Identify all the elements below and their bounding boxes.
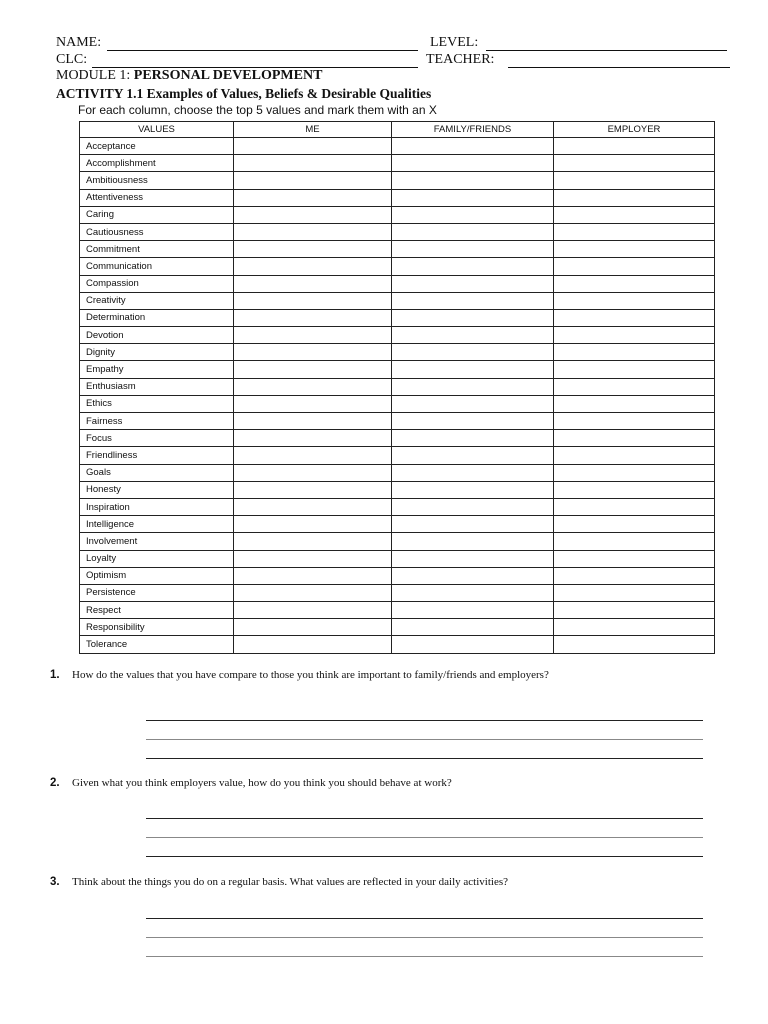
mark-cell-me[interactable] <box>234 395 392 412</box>
value-name-cell: Responsibility <box>80 619 234 636</box>
mark-cell-employer[interactable] <box>554 413 715 430</box>
question-number: 1. <box>50 669 60 681</box>
value-name-cell: Ethics <box>80 395 234 412</box>
value-name-cell: Respect <box>80 602 234 619</box>
table-row <box>80 138 715 155</box>
value-name-cell: Intelligence <box>80 516 234 533</box>
mark-cell-family-friends[interactable] <box>392 172 554 189</box>
activity-instruction: For each column, choose the top 5 values and mark them with an X <box>78 103 437 117</box>
mark-cell-employer[interactable] <box>554 155 715 172</box>
table-row <box>80 344 715 361</box>
mark-cell-me[interactable] <box>234 619 392 636</box>
question-2 <box>50 777 452 789</box>
mark-cell-employer[interactable] <box>554 395 715 412</box>
clc-label: CLC: <box>56 52 88 67</box>
answer-line[interactable] <box>146 837 703 838</box>
mark-cell-me[interactable] <box>234 430 392 447</box>
table-body <box>80 138 715 654</box>
mark-cell-family-friends[interactable] <box>392 395 554 412</box>
table-row <box>80 464 715 481</box>
mark-cell-me[interactable] <box>234 189 392 206</box>
table-row <box>80 602 715 619</box>
value-name-cell: Creativity <box>80 292 234 309</box>
table-row <box>80 636 715 653</box>
mark-cell-employer[interactable] <box>554 430 715 447</box>
mark-cell-me[interactable] <box>234 241 392 258</box>
mark-cell-family-friends[interactable] <box>392 275 554 292</box>
table-row <box>80 395 715 412</box>
mark-cell-employer[interactable] <box>554 275 715 292</box>
mark-cell-family-friends[interactable] <box>392 464 554 481</box>
column-header-family-friends: FAMILY/FRIENDS <box>392 122 554 138</box>
table-row <box>80 550 715 567</box>
value-name-cell: Empathy <box>80 361 234 378</box>
mark-cell-me[interactable] <box>234 498 392 515</box>
table-row <box>80 481 715 498</box>
table-row <box>80 206 715 223</box>
table-row <box>80 361 715 378</box>
value-name-cell: Tolerance <box>80 636 234 653</box>
mark-cell-family-friends[interactable] <box>392 584 554 601</box>
mark-cell-me[interactable] <box>234 413 392 430</box>
mark-cell-family-friends[interactable] <box>392 155 554 172</box>
level-field[interactable] <box>486 50 727 51</box>
mark-cell-me[interactable] <box>234 155 392 172</box>
mark-cell-family-friends[interactable] <box>392 361 554 378</box>
table-row <box>80 378 715 395</box>
question-number: 3. <box>50 876 60 888</box>
value-name-cell: Honesty <box>80 481 234 498</box>
mark-cell-me[interactable] <box>234 344 392 361</box>
module-prefix: MODULE 1: <box>56 68 134 83</box>
answer-line[interactable] <box>146 739 703 740</box>
mark-cell-family-friends[interactable] <box>392 327 554 344</box>
mark-cell-employer[interactable] <box>554 447 715 464</box>
value-name-cell: Dignity <box>80 344 234 361</box>
table-row <box>80 447 715 464</box>
value-name-cell: Communication <box>80 258 234 275</box>
value-name-cell: Persistence <box>80 584 234 601</box>
mark-cell-employer[interactable] <box>554 309 715 326</box>
mark-cell-employer[interactable] <box>554 327 715 344</box>
mark-cell-me[interactable] <box>234 172 392 189</box>
table-row <box>80 498 715 515</box>
question-1 <box>50 669 549 681</box>
table-row <box>80 241 715 258</box>
mark-cell-me[interactable] <box>234 602 392 619</box>
table-row <box>80 327 715 344</box>
value-name-cell: Optimism <box>80 567 234 584</box>
mark-cell-employer[interactable] <box>554 344 715 361</box>
column-header-me: ME <box>234 122 392 138</box>
table-row <box>80 619 715 636</box>
mark-cell-employer[interactable] <box>554 516 715 533</box>
mark-cell-me[interactable] <box>234 327 392 344</box>
question-text: How do the values that you have compare to those you think are important to family/friends and employers? <box>72 669 549 681</box>
column-header-employer: EMPLOYER <box>554 122 715 138</box>
mark-cell-family-friends[interactable] <box>392 206 554 223</box>
value-name-cell: Commitment <box>80 241 234 258</box>
mark-cell-employer[interactable] <box>554 481 715 498</box>
mark-cell-me[interactable] <box>234 550 392 567</box>
mark-cell-employer[interactable] <box>554 206 715 223</box>
mark-cell-me[interactable] <box>234 516 392 533</box>
mark-cell-me[interactable] <box>234 584 392 601</box>
mark-cell-me[interactable] <box>234 138 392 155</box>
table-row <box>80 275 715 292</box>
value-name-cell: Ambitiousness <box>80 172 234 189</box>
name-field[interactable] <box>107 50 418 51</box>
mark-cell-employer[interactable] <box>554 172 715 189</box>
table-row <box>80 189 715 206</box>
mark-cell-employer[interactable] <box>554 636 715 653</box>
value-name-cell: Attentiveness <box>80 189 234 206</box>
teacher-label: TEACHER: <box>426 52 495 67</box>
value-name-cell: Goals <box>80 464 234 481</box>
mark-cell-employer[interactable] <box>554 138 715 155</box>
mark-cell-me[interactable] <box>234 275 392 292</box>
mark-cell-me[interactable] <box>234 464 392 481</box>
value-name-cell: Determination <box>80 309 234 326</box>
mark-cell-family-friends[interactable] <box>392 189 554 206</box>
mark-cell-family-friends[interactable] <box>392 344 554 361</box>
answer-line[interactable] <box>146 758 703 759</box>
mark-cell-family-friends[interactable] <box>392 223 554 240</box>
answer-line[interactable] <box>146 956 703 957</box>
mark-cell-employer[interactable] <box>554 292 715 309</box>
value-name-cell: Focus <box>80 430 234 447</box>
mark-cell-employer[interactable] <box>554 584 715 601</box>
value-name-cell: Accomplishment <box>80 155 234 172</box>
mark-cell-family-friends[interactable] <box>392 481 554 498</box>
mark-cell-employer[interactable] <box>554 258 715 275</box>
mark-cell-employer[interactable] <box>554 550 715 567</box>
mark-cell-family-friends[interactable] <box>392 602 554 619</box>
table-row <box>80 430 715 447</box>
mark-cell-me[interactable] <box>234 361 392 378</box>
mark-cell-employer[interactable] <box>554 464 715 481</box>
answer-line[interactable] <box>146 818 703 819</box>
teacher-field[interactable] <box>508 67 730 68</box>
table-row <box>80 223 715 240</box>
mark-cell-employer[interactable] <box>554 361 715 378</box>
answer-line[interactable] <box>146 720 703 721</box>
mark-cell-me[interactable] <box>234 223 392 240</box>
question-text: Think about the things you do on a regular basis. What values are reflected in your daily activities? <box>72 876 508 888</box>
mark-cell-me[interactable] <box>234 206 392 223</box>
mark-cell-family-friends[interactable] <box>392 619 554 636</box>
mark-cell-family-friends[interactable] <box>392 447 554 464</box>
table-row <box>80 533 715 550</box>
mark-cell-family-friends[interactable] <box>392 413 554 430</box>
mark-cell-employer[interactable] <box>554 378 715 395</box>
mark-cell-family-friends[interactable] <box>392 309 554 326</box>
mark-cell-family-friends[interactable] <box>392 258 554 275</box>
mark-cell-employer[interactable] <box>554 602 715 619</box>
table-row <box>80 172 715 189</box>
mark-cell-employer[interactable] <box>554 567 715 584</box>
module-heading <box>56 68 322 84</box>
value-name-cell: Compassion <box>80 275 234 292</box>
table-row <box>80 292 715 309</box>
table-row <box>80 413 715 430</box>
mark-cell-me[interactable] <box>234 447 392 464</box>
mark-cell-family-friends[interactable] <box>392 498 554 515</box>
mark-cell-me[interactable] <box>234 292 392 309</box>
mark-cell-family-friends[interactable] <box>392 292 554 309</box>
value-name-cell: Involvement <box>80 533 234 550</box>
value-name-cell: Fairness <box>80 413 234 430</box>
mark-cell-me[interactable] <box>234 481 392 498</box>
table-row <box>80 309 715 326</box>
table-row <box>80 258 715 275</box>
answer-line[interactable] <box>146 918 703 919</box>
mark-cell-family-friends[interactable] <box>392 550 554 567</box>
mark-cell-family-friends[interactable] <box>392 241 554 258</box>
mark-cell-family-friends[interactable] <box>392 636 554 653</box>
mark-cell-family-friends[interactable] <box>392 378 554 395</box>
answer-line[interactable] <box>146 856 703 857</box>
value-name-cell: Friendliness <box>80 447 234 464</box>
question-text: Given what you think employers value, how do you think you should behave at work? <box>72 777 452 789</box>
question-number: 2. <box>50 777 60 789</box>
value-name-cell: Cautiousness <box>80 223 234 240</box>
value-name-cell: Loyalty <box>80 550 234 567</box>
question-3 <box>50 876 508 888</box>
answer-line[interactable] <box>146 937 703 938</box>
mark-cell-employer[interactable] <box>554 619 715 636</box>
mark-cell-family-friends[interactable] <box>392 516 554 533</box>
mark-cell-employer[interactable] <box>554 223 715 240</box>
mark-cell-employer[interactable] <box>554 533 715 550</box>
mark-cell-me[interactable] <box>234 309 392 326</box>
mark-cell-me[interactable] <box>234 258 392 275</box>
table-row <box>80 516 715 533</box>
mark-cell-me[interactable] <box>234 636 392 653</box>
mark-cell-me[interactable] <box>234 533 392 550</box>
mark-cell-me[interactable] <box>234 378 392 395</box>
mark-cell-family-friends[interactable] <box>392 533 554 550</box>
mark-cell-me[interactable] <box>234 567 392 584</box>
name-label: NAME: <box>56 35 102 50</box>
column-header-values: VALUES <box>80 122 234 138</box>
mark-cell-employer[interactable] <box>554 189 715 206</box>
table-row <box>80 584 715 601</box>
module-title: PERSONAL DEVELOPMENT <box>133 68 323 83</box>
table-row <box>80 567 715 584</box>
value-name-cell: Enthusiasm <box>80 378 234 395</box>
value-name-cell: Acceptance <box>80 138 234 155</box>
mark-cell-employer[interactable] <box>554 241 715 258</box>
value-name-cell: Inspiration <box>80 498 234 515</box>
values-table <box>79 121 715 654</box>
mark-cell-family-friends[interactable] <box>392 567 554 584</box>
value-name-cell: Devotion <box>80 327 234 344</box>
table-header-row <box>80 122 715 138</box>
table-row <box>80 155 715 172</box>
mark-cell-employer[interactable] <box>554 498 715 515</box>
activity-title: ACTIVITY 1.1 Examples of Values, Beliefs & Desirable Qualities <box>56 86 432 101</box>
value-name-cell: Caring <box>80 206 234 223</box>
level-label: LEVEL: <box>430 35 479 50</box>
mark-cell-family-friends[interactable] <box>392 430 554 447</box>
mark-cell-family-friends[interactable] <box>392 138 554 155</box>
